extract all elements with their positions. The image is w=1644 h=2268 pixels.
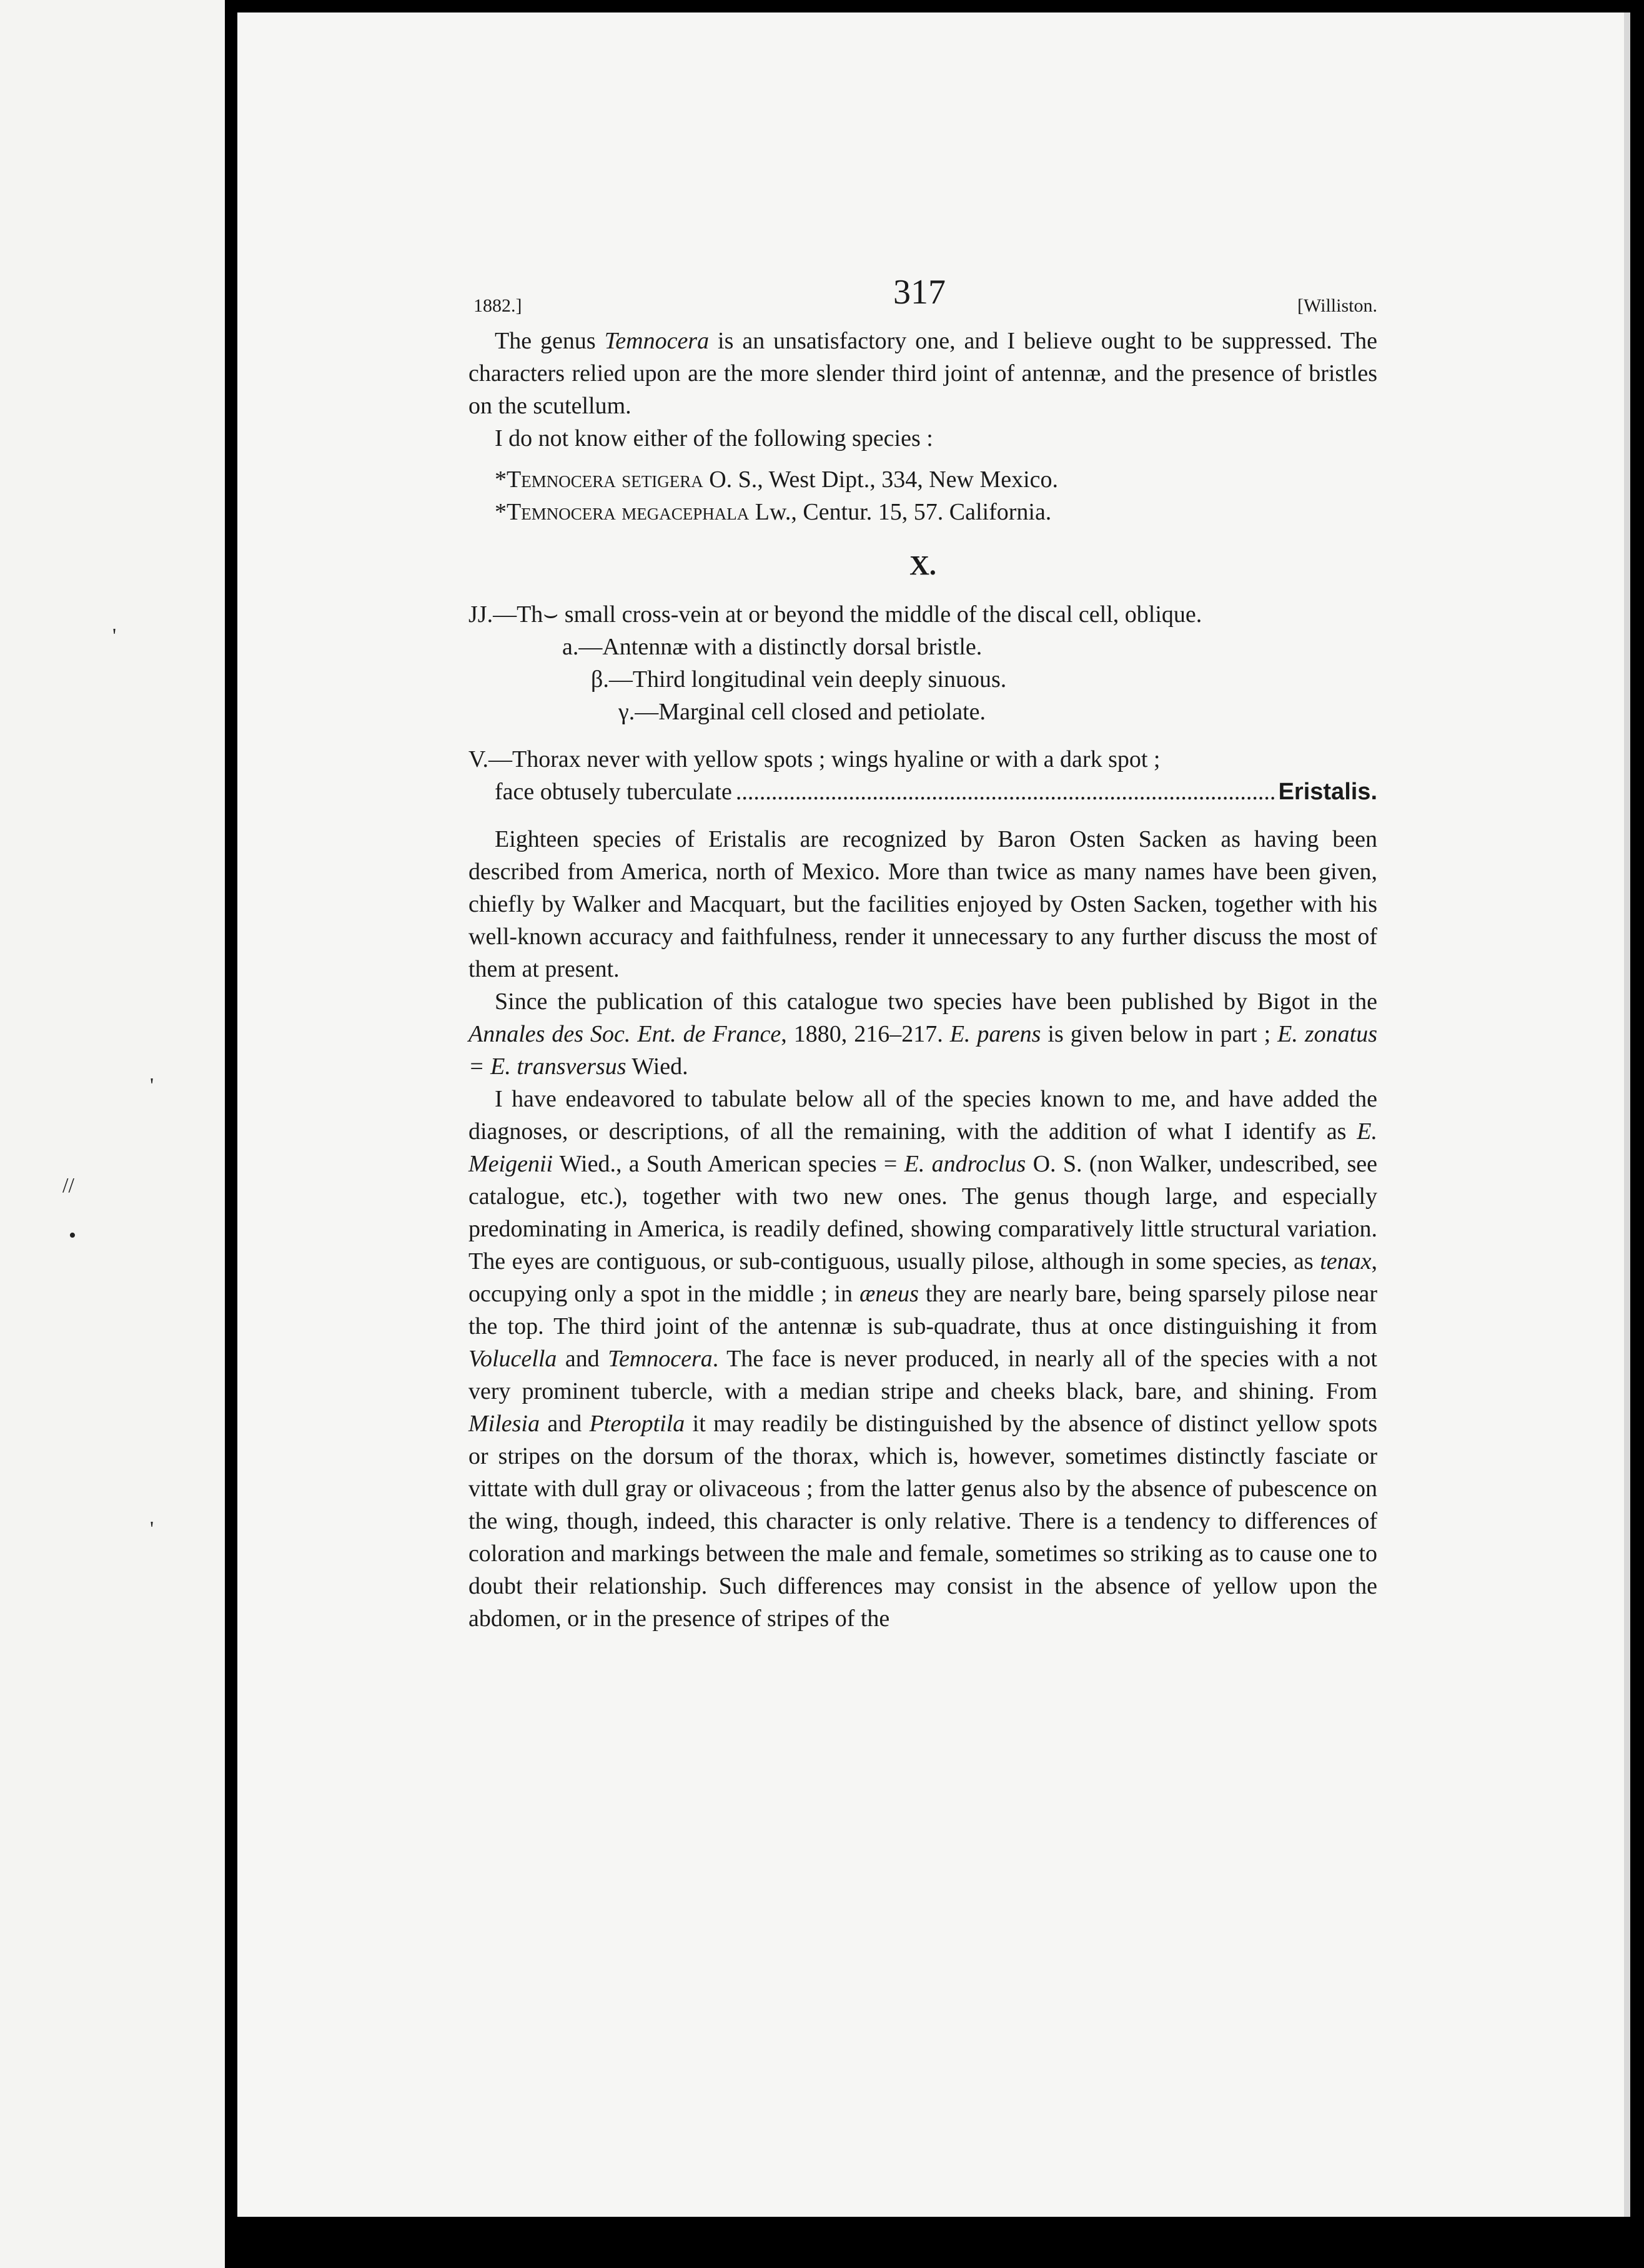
margin-mark: ' [150,1517,154,1541]
text-run: Since the publication of this catalogue two species have been published by Bigot in the [495,989,1377,1015]
text-run: The genus [495,328,605,354]
key-couplet-beta: β.—Third longitudinal vein deeply sinuous. [591,666,1007,693]
species-entry [468,496,1377,528]
species-reference: O. S., West Dipt., 334, New Mexico. [703,466,1059,493]
key-couplet-gamma: γ.—Marginal cell closed and petiolate. [618,699,986,725]
paragraph-temnocera [468,325,1377,422]
key-couplet-jj: JJ.—Th⌣ small cross-vein at or beyond the middle of the discal cell, oblique. [468,601,1202,628]
text-run: , 1880, 216–217. [781,1021,950,1047]
species-name: *Temnocera megacephala [495,499,750,525]
paragraph-eristalis-species: Eighteen species of Eristalis are recognized by Baron Osten Sacken as having been described from America, north of Mexico. More than twice as many names have been given, chiefly by Walker and Macquart, but the facilities enjoyed by Osten Sacken, together with his well-known accuracy and faithfulness, render it unnecessary to any further discuss the most of them at present. [468,826,1377,982]
key-couplet-a: a.—Antennæ with a distinctly dorsal bristle. [562,634,983,660]
facing-page-edge [0,0,225,2268]
text-run: and [557,1346,608,1372]
genus-name: Temnocera [604,328,710,354]
text-run: is given below in part ; [1041,1021,1278,1047]
genus-name: Pteroptila [589,1411,685,1437]
text-run: O. S. (non Walker, undescribed, see catalogue, etc.), together with two new ones. The genus though large, and especially predominating in America, is readily defined, showing comparatively little structural variation. The eyes are contiguous, or sub-contiguous, usually pilose, although in some species, as [468,1151,1377,1275]
leader-dots [736,776,1275,808]
species-reference: Lw., Centur. 15, 57. California. [749,499,1052,525]
margin-mark: // [62,1174,74,1197]
key-couplet-v: V.—Thorax never with yellow spots ; wings hyaline or with a dark spot ; [468,746,1161,772]
journal-title: Annales des Soc. Ent. de France [468,1021,781,1047]
key-lead-text: face obtusely tuberculate [495,779,732,805]
document-page [237,12,1630,2217]
text-run: and [539,1411,590,1437]
species-name: æneus [859,1281,919,1307]
genus-name: Temnocera [608,1346,713,1372]
genus-name: Milesia [468,1411,540,1437]
margin-mark: ' [112,624,117,648]
genus-name: Volucella [468,1346,557,1372]
species-name: E. zonatus = E. transversus [468,1021,1377,1080]
running-header [468,273,1377,325]
species-entry [468,463,1377,496]
page-number: 317 [893,273,946,312]
paragraph-bigot [468,985,1377,1083]
text-run: is an unsatisfactory one, and I believe ought to be suppressed. The characters relied upon are the more slender third joint of antennæ, and the presence of bristles on the scutellum. [468,328,1378,419]
species-name: tenax [1320,1248,1372,1275]
paragraph-species-intro: I do not know either of the following species : [495,425,933,451]
page-text [468,273,1378,1635]
key-genus-result: Eristalis. [1278,779,1377,805]
header-author: [Williston. [1297,295,1377,316]
species-name: E. androclus [904,1151,1026,1177]
text-run: . The face is never produced, in nearly all of the species with a not very prominent tubercle, with a median stripe and cheeks black, bare, and shining. From [468,1346,1377,1404]
margin-mark: ' [150,1074,154,1097]
margin-mark: • [69,1224,76,1247]
key-lead-line [468,776,1377,808]
text-run: they are nearly bare, being sparsely pilose near the top. The third joint of the antennæ is sub-quadrate, thus at once distinguishing it from [468,1281,1377,1339]
section-heading: X. [909,550,936,581]
species-name: *Temnocera setigera [495,466,703,493]
species-name: E. parens [949,1021,1041,1047]
paragraph-genus-description [468,1083,1377,1635]
header-year: 1882.] [473,295,522,316]
text-run: Wied., a South American species = [553,1151,904,1177]
text-run: Wied. [626,1053,688,1080]
text-run: it may readily be distinguished by the absence of distinct yellow spots or stripes on the dorsum of the thorax, which is, however, sometimes distinctly fasciate or vittate with dull gray or olivaceous ; from the latter genus also by the absence of pubescence on the wing, though, indeed, this character is only relative. There is a tendency to differences of coloration and markings between the male and female, sometimes so striking as to cause one to doubt their relationship. Such differences may consist in the absence of yellow upon the abdomen, or in the presence of stripes of the [468,1411,1378,1632]
species-name: E. Meigenii [468,1118,1377,1177]
text-run: I have endeavored to tabulate below all of the species known to me, and have added the diagnoses, or descriptions, of all the remaining, with the addition of what I identify as [468,1086,1377,1145]
text-run: , occupying only a spot in the middle ; in [468,1248,1377,1307]
